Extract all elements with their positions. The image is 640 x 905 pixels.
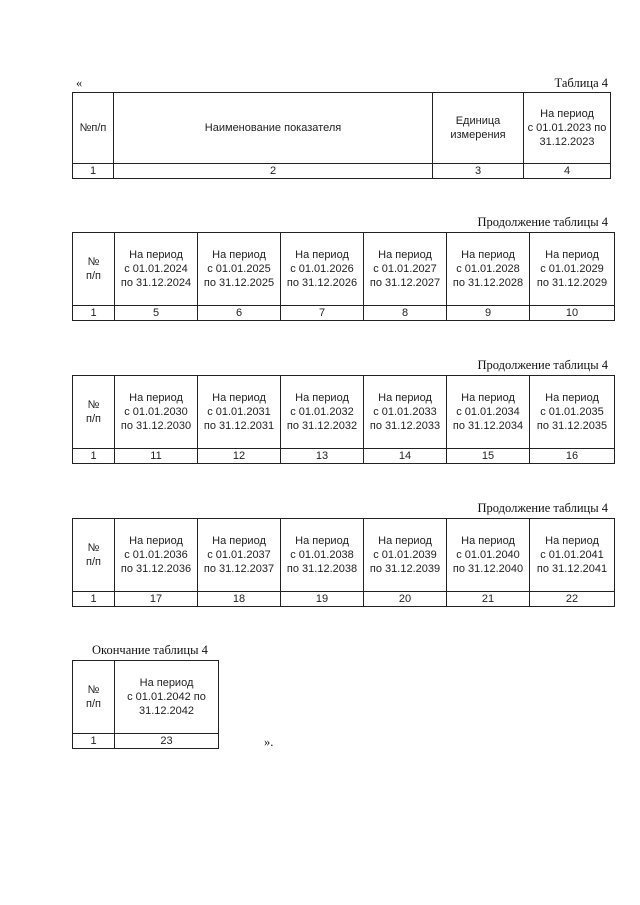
- period-line: На период: [461, 535, 515, 547]
- period-line: по 31.12.2029: [536, 277, 608, 289]
- table-4: [72, 518, 615, 607]
- table-3-header-row: [73, 376, 615, 449]
- table-5-number-row: [73, 734, 219, 749]
- header-number-cell: [73, 233, 115, 306]
- period-line: На период: [212, 392, 266, 404]
- period-line: по 31.12.2027: [369, 277, 441, 289]
- opening-quote: «: [76, 76, 83, 90]
- header-period-cell: [198, 376, 281, 449]
- period-line: по 31.12.2039: [369, 563, 441, 575]
- period-line: с 01.01.2038: [290, 549, 354, 561]
- table4-caption: Продолжение таблицы 4: [477, 501, 608, 515]
- table-3: [72, 375, 615, 464]
- period-line: по 31.12.2038: [286, 563, 358, 575]
- np-line: №: [87, 684, 100, 696]
- table-5: [72, 660, 219, 749]
- header-period-line: На период: [540, 108, 594, 120]
- header-period-cell: [281, 519, 364, 592]
- period-line: по 31.12.2035: [536, 420, 608, 432]
- period-line: по 31.12.2028: [452, 277, 524, 289]
- period-line: с 01.01.2040: [456, 549, 520, 561]
- period-line: На период: [139, 677, 194, 689]
- period-line: по 31.12.2024: [120, 277, 192, 289]
- header-period-cell: [281, 376, 364, 449]
- column-number: 17: [115, 592, 198, 607]
- period-line: с 01.01.2027: [373, 263, 437, 275]
- period-line: с 01.01.2024: [124, 263, 188, 275]
- period-line: с 01.01.2031: [207, 406, 271, 418]
- period-line: На период: [295, 249, 349, 261]
- period-line: На период: [545, 249, 599, 261]
- header-period-cell: [447, 376, 530, 449]
- header-period-cell: [115, 376, 198, 449]
- period-line: по 31.12.2034: [452, 420, 524, 432]
- period-line: На период: [378, 535, 432, 547]
- header-period-cell: [524, 93, 611, 164]
- period-line: На период: [295, 535, 349, 547]
- period-line: На период: [545, 535, 599, 547]
- header-period-line: с 01.01.2023 по: [527, 122, 607, 134]
- header-number-cell: [73, 376, 115, 449]
- period-line: по 31.12.2026: [286, 277, 358, 289]
- header-number-cell: [73, 661, 115, 734]
- np-line: п/п: [86, 698, 101, 710]
- header-period-cell: [198, 233, 281, 306]
- column-number: 2: [114, 164, 433, 179]
- table5-caption: Окончание таблицы 4: [92, 643, 208, 657]
- header-unit-cell: [433, 93, 524, 164]
- column-number: 15: [447, 449, 530, 464]
- table-2: [72, 232, 615, 321]
- period-line: На период: [129, 249, 183, 261]
- period-line: по 31.12.2025: [203, 277, 275, 289]
- header-period-cell: [530, 519, 615, 592]
- header-period-cell: [447, 233, 530, 306]
- np-line: №: [87, 542, 100, 554]
- header-period-cell: [364, 376, 447, 449]
- header-period-cell: [115, 661, 219, 734]
- column-number: 8: [364, 306, 447, 321]
- column-number: 1: [73, 164, 114, 179]
- table-1-header-row: [73, 93, 611, 164]
- period-line: с 01.01.2030: [124, 406, 188, 418]
- table1-caption: Таблица 4: [554, 76, 608, 90]
- header-number-cell: [73, 519, 115, 592]
- column-number: 9: [447, 306, 530, 321]
- column-number: 6: [198, 306, 281, 321]
- period-line: по 31.12.2031: [203, 420, 275, 432]
- period-line: по 31.12.2036: [120, 563, 192, 575]
- period-line: с 01.01.2035: [540, 406, 604, 418]
- period-line: по 31.12.2041: [536, 563, 608, 575]
- period-line: с 01.01.2026: [290, 263, 354, 275]
- period-line: 31.12.2042: [138, 705, 195, 717]
- period-line: с 01.01.2033: [373, 406, 437, 418]
- header-period-cell: [115, 519, 198, 592]
- period-line: с 01.01.2041: [540, 549, 604, 561]
- table-1: [72, 92, 611, 179]
- column-number: 4: [524, 164, 611, 179]
- column-number: 21: [447, 592, 530, 607]
- header-period-cell: [198, 519, 281, 592]
- period-line: На период: [212, 535, 266, 547]
- column-number: 1: [73, 306, 115, 321]
- np-line: п/п: [86, 556, 101, 568]
- column-number: 10: [530, 306, 615, 321]
- column-number: 1: [73, 449, 115, 464]
- header-period-cell: [530, 233, 615, 306]
- header-period-line: 31.12.2023: [539, 136, 595, 148]
- period-line: с 01.01.2028: [456, 263, 520, 275]
- period-line: с 01.01.2025: [207, 263, 271, 275]
- header-period-cell: [115, 233, 198, 306]
- period-line: с 01.01.2032: [290, 406, 354, 418]
- table-2-number-row: [73, 306, 615, 321]
- period-line: На период: [378, 392, 432, 404]
- period-line: На период: [461, 249, 515, 261]
- column-number: 1: [73, 734, 115, 749]
- period-line: с 01.01.2039: [373, 549, 437, 561]
- period-line: по 31.12.2040: [452, 563, 524, 575]
- period-line: с 01.01.2029: [540, 263, 604, 275]
- table-4-header-row: [73, 519, 615, 592]
- column-number: 11: [115, 449, 198, 464]
- period-line: с 01.01.2036: [124, 549, 188, 561]
- period-line: На период: [295, 392, 349, 404]
- header-indicator-name-cell: Наименование показателя: [114, 93, 433, 164]
- period-line: На период: [129, 392, 183, 404]
- np-line: п/п: [86, 413, 101, 425]
- np-line: №: [87, 399, 100, 411]
- period-line: На период: [212, 249, 266, 261]
- header-period-cell: [530, 376, 615, 449]
- period-line: с 01.01.2037: [207, 549, 271, 561]
- table2-caption: Продолжение таблицы 4: [477, 215, 608, 229]
- column-number: 1: [73, 592, 115, 607]
- closing-quote: ».: [264, 735, 274, 749]
- column-number: 14: [364, 449, 447, 464]
- column-number: 13: [281, 449, 364, 464]
- period-line: с 01.01.2042 по: [127, 691, 206, 703]
- np-line: №: [87, 256, 100, 268]
- table-3-number-row: [73, 449, 615, 464]
- period-line: по 31.12.2030: [120, 420, 192, 432]
- column-number: 22: [530, 592, 615, 607]
- header-period-cell: [364, 519, 447, 592]
- period-line: по 31.12.2033: [369, 420, 441, 432]
- period-line: На период: [545, 392, 599, 404]
- period-line: с 01.01.2034: [456, 406, 520, 418]
- header-period-cell: [281, 233, 364, 306]
- period-line: На период: [378, 249, 432, 261]
- column-number: 23: [115, 734, 219, 749]
- table-1-number-row: [73, 164, 611, 179]
- column-number: 5: [115, 306, 198, 321]
- column-number: 20: [364, 592, 447, 607]
- table-2-header-row: [73, 233, 615, 306]
- period-line: На период: [129, 535, 183, 547]
- column-number: 3: [433, 164, 524, 179]
- header-unit-line: измерения: [450, 129, 506, 141]
- column-number: 16: [530, 449, 615, 464]
- header-number-cell: №п/п: [73, 93, 114, 164]
- column-number: 18: [198, 592, 281, 607]
- table-5-header-row: [73, 661, 219, 734]
- period-line: по 31.12.2037: [203, 563, 275, 575]
- header-period-cell: [364, 233, 447, 306]
- column-number: 12: [198, 449, 281, 464]
- table3-caption: Продолжение таблицы 4: [477, 358, 608, 372]
- column-number: 7: [281, 306, 364, 321]
- period-line: по 31.12.2032: [286, 420, 358, 432]
- header-unit-line: Единица: [455, 115, 501, 127]
- header-period-cell: [447, 519, 530, 592]
- table-4-number-row: [73, 592, 615, 607]
- column-number: 19: [281, 592, 364, 607]
- period-line: На период: [461, 392, 515, 404]
- np-line: п/п: [86, 270, 101, 282]
